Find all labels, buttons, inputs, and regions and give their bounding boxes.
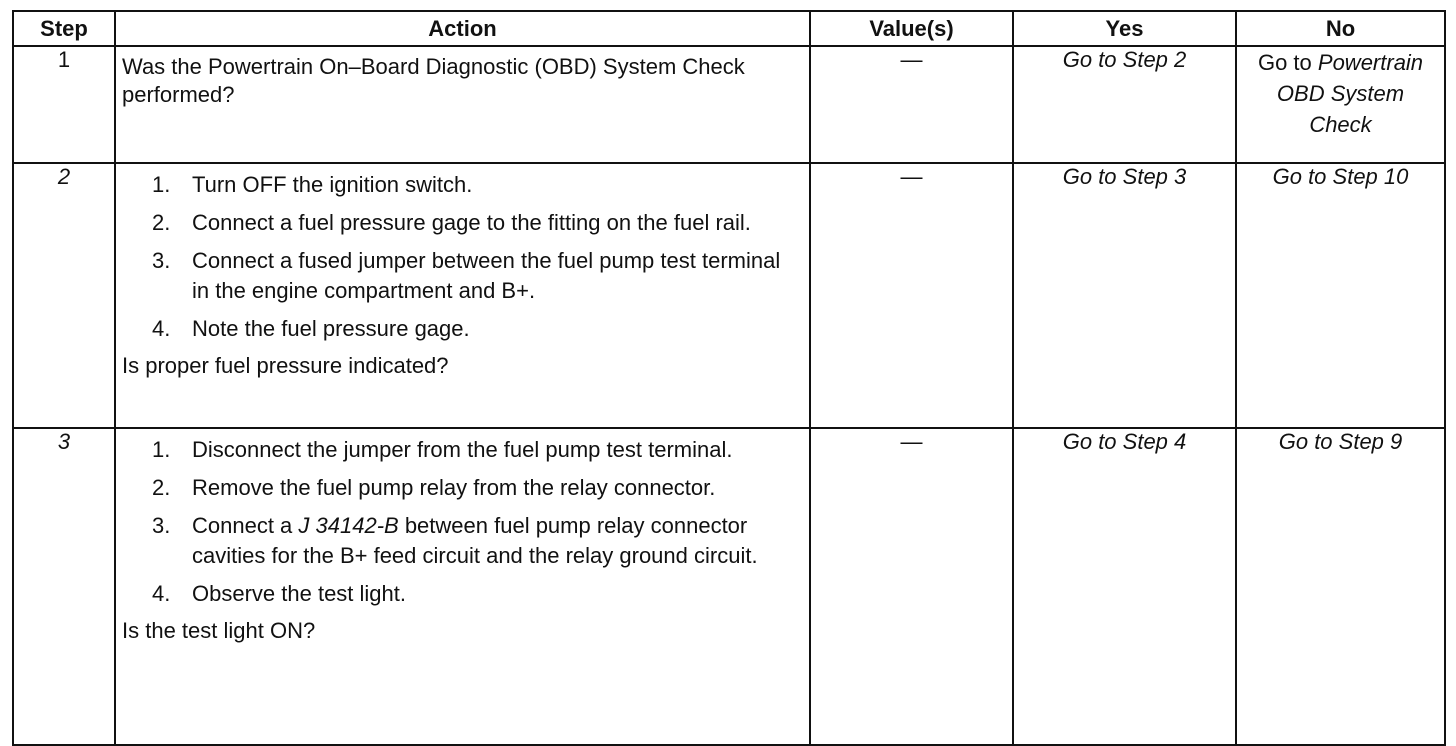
- action-cell: [115, 46, 810, 163]
- list-item: [122, 246, 803, 306]
- yes-cell: Go to Step 4: [1013, 428, 1236, 745]
- header-yes: Yes: [1013, 11, 1236, 46]
- item-text: Connect a fused jumper between the fuel pump test terminal in the engine compartment and B+.: [192, 248, 781, 303]
- item-text: Disconnect the jumper from the fuel pump test terminal.: [192, 437, 733, 462]
- action-question: Is the test light ON?: [122, 618, 316, 643]
- no-prefix: Go to: [1257, 50, 1312, 75]
- list-item: [122, 579, 803, 609]
- header-row: [13, 11, 1445, 46]
- value-cell: —: [810, 163, 1013, 428]
- value-cell: —: [810, 428, 1013, 745]
- table-row: [13, 163, 1445, 428]
- table-row: [13, 428, 1445, 745]
- action-list: [122, 435, 803, 609]
- header-action: Action: [115, 11, 810, 46]
- table-row: [13, 46, 1445, 163]
- action-cell: [115, 428, 810, 745]
- diagnostic-table: [12, 10, 1446, 746]
- no-link-1: Powertrain: [1317, 50, 1424, 75]
- action-cell: [115, 163, 810, 428]
- tool-reference: J 34142-B: [298, 513, 399, 538]
- list-item: [122, 170, 803, 200]
- action-question: Was the Powertrain On–Board Diagnostic (OBD) System Check performed?: [122, 54, 745, 107]
- item-number: 3.: [152, 248, 171, 273]
- no-cell: Go to Step 10: [1236, 163, 1445, 428]
- item-text: Turn OFF the ignition switch.: [192, 172, 473, 197]
- item-text: Note the fuel pressure gage.: [192, 316, 470, 341]
- item-number: 4.: [152, 316, 171, 341]
- header-step: Step: [13, 11, 115, 46]
- item-text: Connect a: [192, 513, 299, 538]
- yes-cell: Go to Step 3: [1013, 163, 1236, 428]
- step-number: 3: [13, 428, 115, 745]
- header-no: No: [1236, 11, 1445, 46]
- list-item: [122, 208, 803, 238]
- no-cell: Go to Step 9: [1236, 428, 1445, 745]
- list-item: [122, 473, 803, 503]
- action-list: [122, 170, 803, 344]
- item-number: 1.: [152, 437, 171, 462]
- item-number: 4.: [152, 581, 171, 606]
- step-number: 2: [13, 163, 115, 428]
- no-cell: [1236, 46, 1445, 163]
- action-question: Is proper fuel pressure indicated?: [122, 353, 449, 378]
- list-item: [122, 314, 803, 344]
- item-text: Remove the fuel pump relay from the relay connector.: [192, 475, 716, 500]
- item-number: 1.: [152, 172, 171, 197]
- item-number: 2.: [152, 210, 171, 235]
- step-number: 1: [13, 46, 115, 163]
- item-number: 2.: [152, 475, 171, 500]
- list-item: [122, 435, 803, 465]
- no-line-1: [1237, 47, 1444, 78]
- value-cell: —: [810, 46, 1013, 163]
- item-text: Connect a fuel pressure gage to the fitting on the fuel rail.: [192, 210, 751, 235]
- no-link-2: OBD System: [1276, 81, 1405, 106]
- item-text: between fuel pump relay connector cavities for the B+ feed circuit and the relay ground circuit.: [192, 513, 758, 568]
- header-values: Value(s): [810, 11, 1013, 46]
- list-item: [122, 511, 803, 571]
- item-number: 3.: [152, 513, 171, 538]
- item-text: Observe the test light.: [192, 581, 406, 606]
- no-link-3: Check: [1309, 112, 1372, 137]
- yes-cell: Go to Step 2: [1013, 46, 1236, 163]
